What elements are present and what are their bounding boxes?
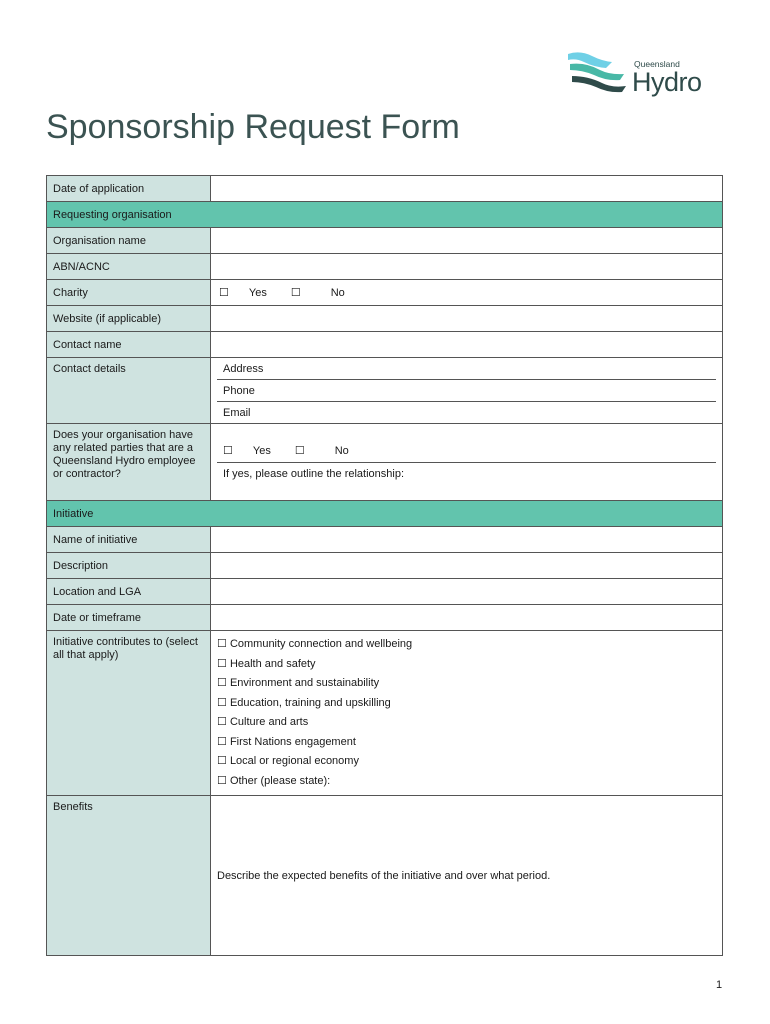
charity-yes-label: Yes	[248, 286, 267, 299]
option-checkbox[interactable]: ☐	[217, 677, 227, 689]
field-description[interactable]	[211, 553, 723, 579]
row-date-of-application	[47, 176, 723, 202]
option-economy[interactable]	[217, 752, 716, 772]
label-benefits: Benefits	[47, 796, 211, 956]
related-yes-no	[217, 440, 716, 463]
logo-hydro-text: Hydro	[632, 67, 702, 97]
field-benefits[interactable]	[211, 796, 723, 956]
field-email[interactable]	[217, 402, 716, 423]
field-contact-name[interactable]	[211, 332, 723, 358]
row-location	[47, 579, 723, 605]
hydro-wave-icon	[566, 50, 630, 94]
row-date-timeframe	[47, 605, 723, 631]
option-label: Education, training and upskilling	[229, 696, 391, 709]
label-charity: Charity	[47, 280, 211, 306]
field-website[interactable]	[211, 306, 723, 332]
row-name-of-initiative	[47, 527, 723, 553]
row-contact-details	[47, 358, 723, 424]
charity-no-checkbox[interactable]: ☐	[290, 287, 301, 299]
option-label: Local or regional economy	[229, 755, 359, 767]
queensland-hydro-logo	[566, 50, 716, 98]
row-abn	[47, 254, 723, 280]
row-contributes	[47, 631, 723, 796]
option-label: Community connection and wellbeing	[229, 638, 413, 650]
row-contact-name	[47, 332, 723, 358]
row-related-parties	[47, 424, 723, 501]
address-label: Address	[223, 362, 264, 375]
option-culture[interactable]	[217, 713, 716, 733]
page-number: 1	[716, 979, 723, 991]
contact-details-fields	[211, 358, 723, 424]
option-checkbox[interactable]: ☐	[217, 696, 227, 709]
label-abn: ABN/ACNC	[47, 254, 211, 280]
option-checkbox[interactable]: ☐	[217, 774, 227, 787]
field-date-timeframe[interactable]	[211, 605, 723, 631]
charity-yes-checkbox[interactable]: ☐	[219, 287, 229, 299]
related-no-label: No	[334, 444, 349, 457]
row-charity	[47, 280, 723, 306]
sponsorship-form-table	[46, 175, 723, 956]
related-yes-checkbox[interactable]: ☐	[223, 445, 233, 457]
related-no-checkbox[interactable]: ☐	[294, 445, 305, 457]
option-label: Other (please state):	[229, 774, 331, 787]
option-checkbox[interactable]: ☐	[217, 638, 227, 650]
phone-label: Phone	[223, 384, 255, 397]
label-description: Description	[47, 553, 211, 579]
option-education[interactable]	[217, 694, 716, 714]
page-title: Sponsorship Request Form	[46, 108, 460, 146]
option-label: Environment and sustainability	[229, 677, 380, 689]
row-organisation-name	[47, 228, 723, 254]
field-abn[interactable]	[211, 254, 723, 280]
option-health[interactable]	[217, 655, 716, 675]
label-related-parties: Does your organisation have any related parties that are a Queensland Hydro employee or contractor?	[47, 424, 211, 501]
field-address[interactable]	[217, 358, 716, 380]
field-location[interactable]	[211, 579, 723, 605]
related-parties-fields	[211, 424, 723, 501]
label-name-of-initiative: Name of initiative	[47, 527, 211, 553]
logo-queensland-text: Queensland	[634, 59, 680, 69]
option-label: First Nations engagement	[229, 735, 356, 748]
label-contributes: Initiative contributes to (select all that apply)	[47, 631, 211, 796]
section-header-initiative	[47, 501, 723, 527]
related-prompt: If yes, please outline the relationship:	[223, 467, 405, 480]
field-related-relationship[interactable]	[217, 463, 716, 485]
contributes-options	[211, 631, 723, 796]
option-label: Health and safety	[229, 657, 316, 670]
option-checkbox[interactable]: ☐	[217, 716, 227, 728]
option-checkbox[interactable]: ☐	[217, 755, 227, 767]
charity-no-label: No	[330, 286, 345, 299]
related-yes-label: Yes	[252, 444, 271, 457]
section-header-requesting	[47, 202, 723, 228]
row-description	[47, 553, 723, 579]
field-phone[interactable]	[217, 380, 716, 402]
label-contact-name: Contact name	[47, 332, 211, 358]
field-date-of-application[interactable]	[211, 176, 723, 202]
section-requesting-label: Requesting organisation	[47, 202, 723, 228]
field-organisation-name[interactable]	[211, 228, 723, 254]
row-benefits	[47, 796, 723, 956]
option-community[interactable]	[217, 635, 716, 655]
label-date-of-application: Date of application	[47, 176, 211, 202]
option-environment[interactable]	[217, 674, 716, 694]
charity-options	[211, 280, 723, 306]
label-contact-details: Contact details	[47, 358, 211, 424]
section-initiative-label: Initiative	[47, 501, 723, 527]
field-name-of-initiative[interactable]	[211, 527, 723, 553]
row-website	[47, 306, 723, 332]
option-first-nations[interactable]	[217, 733, 716, 753]
option-label: Culture and arts	[229, 716, 309, 728]
option-checkbox[interactable]: ☐	[217, 735, 227, 748]
label-organisation-name: Organisation name	[47, 228, 211, 254]
label-website: Website (if applicable)	[47, 306, 211, 332]
label-location: Location and LGA	[47, 579, 211, 605]
option-checkbox[interactable]: ☐	[217, 657, 227, 670]
email-label: Email	[223, 406, 251, 419]
label-date-timeframe: Date or timeframe	[47, 605, 211, 631]
option-other[interactable]	[217, 772, 716, 792]
benefits-prompt: Describe the expected benefits of the initiative and over what period.	[217, 869, 551, 882]
